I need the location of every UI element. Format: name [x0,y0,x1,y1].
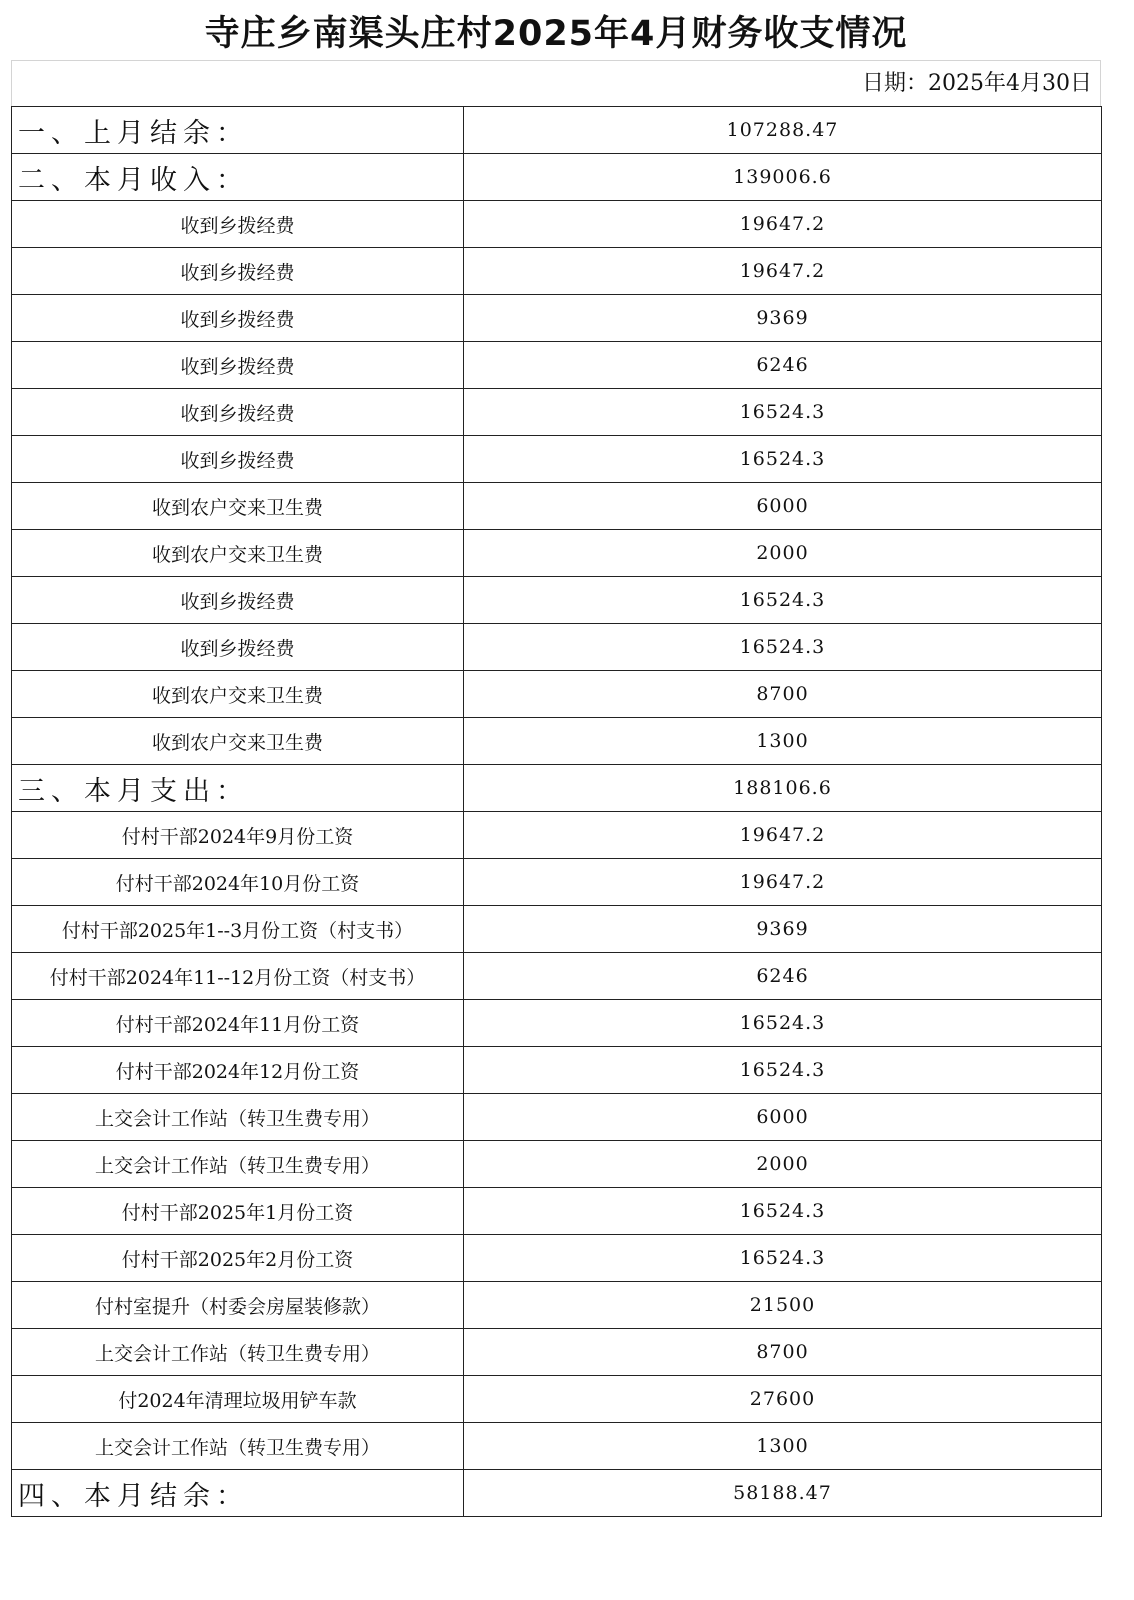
income-amount: 9369 [464,295,1102,342]
expense-item: 付2024年清理垃圾用铲车款 [12,1376,464,1423]
income-amount: 16524.3 [464,624,1102,671]
carryover-label: 一、上月结余： [12,107,464,154]
expense-item: 付村干部2024年11--12月份工资（村支书） [12,953,464,1000]
ledger-body [12,107,1102,1517]
income-total: 139006.6 [464,154,1102,201]
income-row [12,718,1102,765]
expense-row [12,812,1102,859]
expense-row [12,1376,1102,1423]
income-amount: 19647.2 [464,248,1102,295]
expense-amount: 1300 [464,1423,1102,1470]
expense-amount: 6246 [464,953,1102,1000]
finance-sheet [11,8,1101,1517]
income-header-row [12,154,1102,201]
expense-amount: 19647.2 [464,859,1102,906]
expense-amount: 2000 [464,1141,1102,1188]
expense-amount: 27600 [464,1376,1102,1423]
ledger-table [11,106,1102,1517]
income-item: 收到乡拨经费 [12,295,464,342]
expense-amount: 19647.2 [464,812,1102,859]
expense-amount: 16524.3 [464,1235,1102,1282]
expense-row [12,1188,1102,1235]
income-item: 收到农户交来卫生费 [12,671,464,718]
income-amount: 16524.3 [464,436,1102,483]
expense-amount: 21500 [464,1282,1102,1329]
income-row [12,248,1102,295]
expense-amount: 16524.3 [464,1188,1102,1235]
expense-label: 三、本月支出： [12,765,464,812]
income-amount: 6246 [464,342,1102,389]
income-item: 收到农户交来卫生费 [12,718,464,765]
carryover-row [12,107,1102,154]
income-amount: 8700 [464,671,1102,718]
expense-item: 付村干部2024年11月份工资 [12,1000,464,1047]
income-item: 收到乡拨经费 [12,389,464,436]
income-item: 收到乡拨经费 [12,248,464,295]
expense-row [12,1141,1102,1188]
income-amount: 6000 [464,483,1102,530]
expense-row [12,953,1102,1000]
income-row [12,530,1102,577]
expense-item: 上交会计工作站（转卫生费专用） [12,1094,464,1141]
income-amount: 1300 [464,718,1102,765]
income-item: 收到农户交来卫生费 [12,483,464,530]
expense-amount: 9369 [464,906,1102,953]
income-row [12,483,1102,530]
income-amount: 16524.3 [464,389,1102,436]
income-item: 收到乡拨经费 [12,577,464,624]
expense-total: 188106.6 [464,765,1102,812]
balance-label: 四、本月结余： [12,1470,464,1517]
page-title: 寺庄乡南渠头庄村2025年4月财务收支情况 [204,14,908,54]
expense-header-row [12,765,1102,812]
expense-amount: 6000 [464,1094,1102,1141]
expense-item: 上交会计工作站（转卫生费专用） [12,1423,464,1470]
income-row [12,342,1102,389]
expense-item: 付村室提升（村委会房屋装修款） [12,1282,464,1329]
income-item: 收到乡拨经费 [12,624,464,671]
expense-row [12,1423,1102,1470]
expense-item: 付村干部2024年10月份工资 [12,859,464,906]
expense-item: 付村干部2025年1月份工资 [12,1188,464,1235]
income-item: 收到乡拨经费 [12,201,464,248]
expense-row [12,1000,1102,1047]
income-row [12,671,1102,718]
expense-amount: 16524.3 [464,1000,1102,1047]
income-row [12,577,1102,624]
report-date: 日期：2025年4月30日 [11,60,1101,106]
carryover-amount: 107288.47 [464,107,1102,154]
expense-row [12,1047,1102,1094]
income-row [12,624,1102,671]
expense-row [12,1282,1102,1329]
expense-row [12,1235,1102,1282]
income-item: 收到乡拨经费 [12,342,464,389]
expense-row [12,1329,1102,1376]
income-label: 二、本月收入： [12,154,464,201]
income-row [12,201,1102,248]
income-amount: 2000 [464,530,1102,577]
income-amount: 19647.2 [464,201,1102,248]
income-row [12,389,1102,436]
expense-item: 上交会计工作站（转卫生费专用） [12,1141,464,1188]
expense-item: 付村干部2025年2月份工资 [12,1235,464,1282]
expense-amount: 8700 [464,1329,1102,1376]
expense-item: 付村干部2025年1--3月份工资（村支书） [12,906,464,953]
balance-amount: 58188.47 [464,1470,1102,1517]
income-item: 收到乡拨经费 [12,436,464,483]
income-row [12,295,1102,342]
expense-row [12,1094,1102,1141]
balance-row [12,1470,1102,1517]
expense-item: 付村干部2024年9月份工资 [12,812,464,859]
income-item: 收到农户交来卫生费 [12,530,464,577]
income-row [12,436,1102,483]
expense-row [12,859,1102,906]
expense-item: 付村干部2024年12月份工资 [12,1047,464,1094]
income-amount: 16524.3 [464,577,1102,624]
expense-item: 上交会计工作站（转卫生费专用） [12,1329,464,1376]
expense-row [12,906,1102,953]
expense-amount: 16524.3 [464,1047,1102,1094]
